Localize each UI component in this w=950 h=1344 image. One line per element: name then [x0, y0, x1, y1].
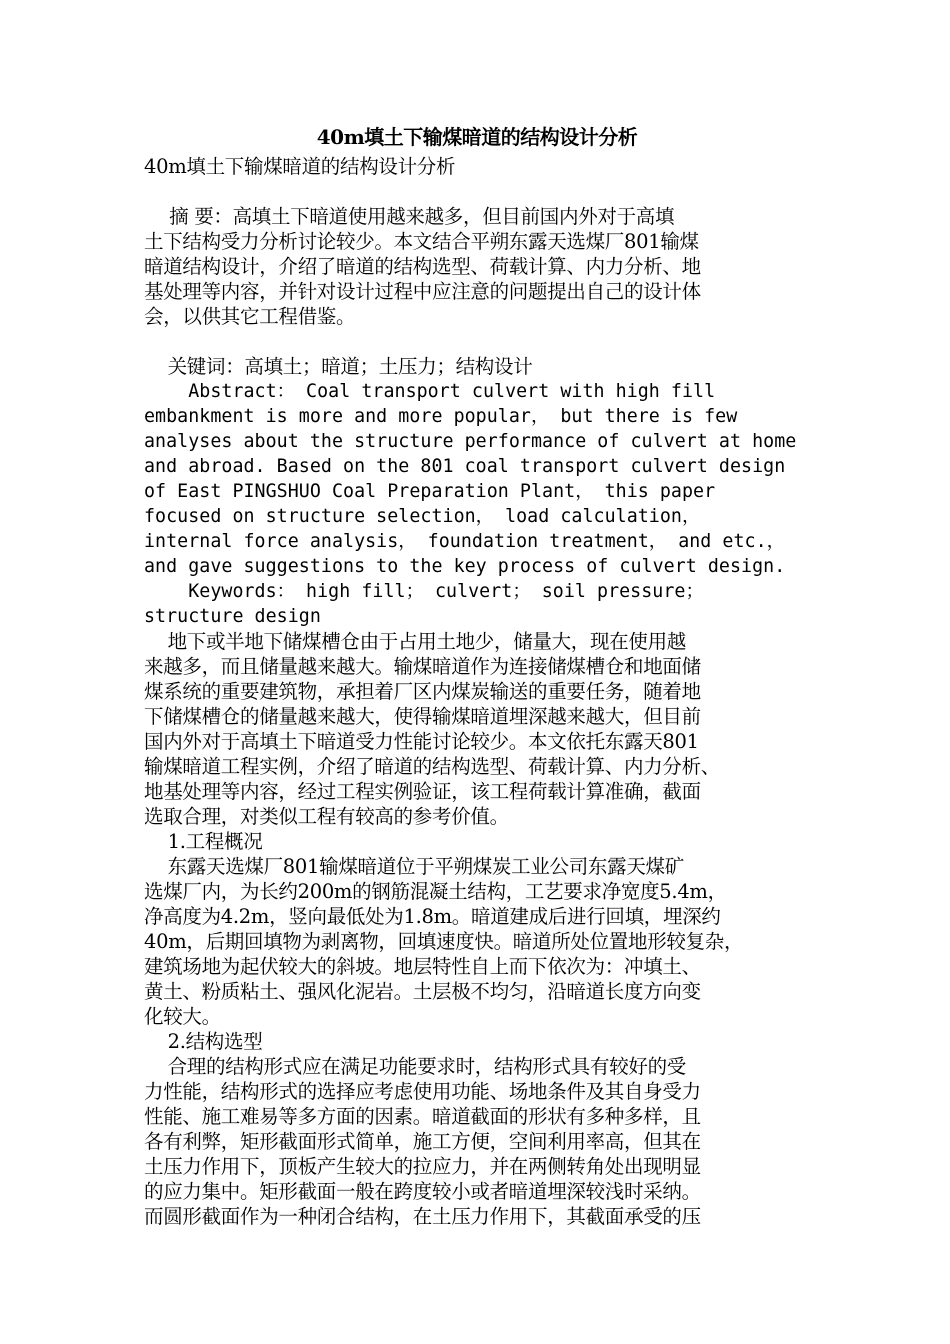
text-line: 而圆形截面作为一种闭合结构，在土压力作用下，其截面承受的压	[144, 1205, 701, 1228]
document-body	[144, 204, 810, 1229]
text-line: 暗道结构设计，介绍了暗道的结构选型、荷载计算、内力分析、地	[144, 255, 701, 278]
text-line: 输煤暗道工程实例，介绍了暗道的结构选型、荷载计算、内力分析、	[144, 755, 721, 778]
text-line: 选煤厂内，为长约200m的钢筋混凝土结构，工艺要求净宽度5.4m，	[144, 880, 727, 903]
text-line: 土下结构受力分析讨论较少。本文结合平朔东露天选煤厂801输煤	[144, 230, 699, 253]
text-line: internal force analysis， foundation treatment， and etc.，	[144, 531, 785, 552]
text-line: 性能、施工难易等多方面的因素。暗道截面的形状有多种多样，且	[144, 1105, 701, 1128]
text-line: 关键词：高填土；暗道；土压力；结构设计	[144, 355, 533, 378]
text-line: 国内外对于高填土下暗道受力性能讨论较少。本文依托东露天801	[144, 730, 699, 753]
text-line: 地基处理等内容，经过工程实例验证，该工程荷载计算准确，截面	[144, 780, 701, 803]
text-line: 土压力作用下，顶板产生较大的拉应力，并在两侧转角处出现明显	[144, 1155, 701, 1178]
blank-line	[144, 179, 810, 204]
text-line: 2.结构选型	[144, 1030, 263, 1053]
text-line: analyses about the structure performance of culvert at home	[144, 431, 797, 452]
text-line: embankment is more and more popular， but there is few	[144, 406, 738, 427]
text-line: 1.工程概况	[144, 830, 263, 853]
text-line: 地下或半地下储煤槽仓由于占用土地少，储量大，现在使用越	[144, 630, 686, 653]
text-line: 化较大。	[144, 1005, 221, 1028]
text-line: 黄土、粉质粘土、强风化泥岩。土层极不均匀，沿暗道长度方向变	[144, 980, 701, 1003]
text-line: 东露天选煤厂801输煤暗道位于平朔煤炭工业公司东露天煤矿	[144, 855, 684, 878]
text-line: 摘 要：高填土下暗道使用越来越多，但目前国内外对于高填	[144, 205, 675, 228]
text-line: and gave suggestions to the key process of culvert design.	[144, 556, 786, 577]
text-line: 基处理等内容，并针对设计过程中应注意的问题提出自己的设计体	[144, 280, 701, 303]
text-line: 的应力集中。矩形截面一般在跨度较小或者暗道埋深较浅时采纳。	[144, 1180, 701, 1203]
text-line: 力性能，结构形式的选择应考虑使用功能、场地条件及其自身受力	[144, 1080, 701, 1103]
text-line: 煤系统的重要建筑物，承担着厂区内煤炭输送的重要任务，随着地	[144, 680, 701, 703]
text-line	[144, 329, 810, 354]
text-line: 选取合理，对类似工程有较高的参考价值。	[144, 805, 509, 828]
document-page	[144, 120, 810, 1229]
text-line: and abroad. Based on the 801 coal transport culvert design	[144, 456, 786, 477]
text-line: 来越多，而且储量越来越大。输煤暗道作为连接储煤槽仓和地面储	[144, 655, 701, 678]
text-line: Keywords： high fill； culvert； soil pressure；	[144, 581, 704, 602]
text-line: 各有利弊，矩形截面形式简单，施工方便，空间利用率高，但其在	[144, 1130, 701, 1153]
text-line: 会，以供其它工程借鉴。	[144, 305, 356, 328]
text-line: 建筑场地为起伏较大的斜坡。地层特性自上而下依次为：冲填土、	[144, 955, 701, 978]
text-line: 合理的结构形式应在满足功能要求时，结构形式具有较好的受	[144, 1055, 686, 1078]
text-line: of East PINGSHUO Coal Preparation Plant， this paper	[144, 481, 716, 502]
document-subtitle: 40m填土下输煤暗道的结构设计分析	[144, 155, 456, 178]
text-line: 40m，后期回填物为剥离物，回填速度快。暗道所处位置地形较复杂，	[144, 930, 744, 953]
text-line: focused on structure selection， load calculation，	[144, 506, 701, 527]
text-line: Abstract： Coal transport culvert with high fill	[144, 381, 716, 402]
text-line: 净高度为4.2m，竖向最低处为1.8m。暗道建成后进行回填，埋深约	[144, 905, 721, 928]
text-line: 下储煤槽仓的储量越来越大，使得输煤暗道埋深越来越大，但目前	[144, 705, 701, 728]
document-title: 40m填土下输煤暗道的结构设计分析	[316, 125, 638, 149]
text-line: structure design	[144, 606, 321, 627]
